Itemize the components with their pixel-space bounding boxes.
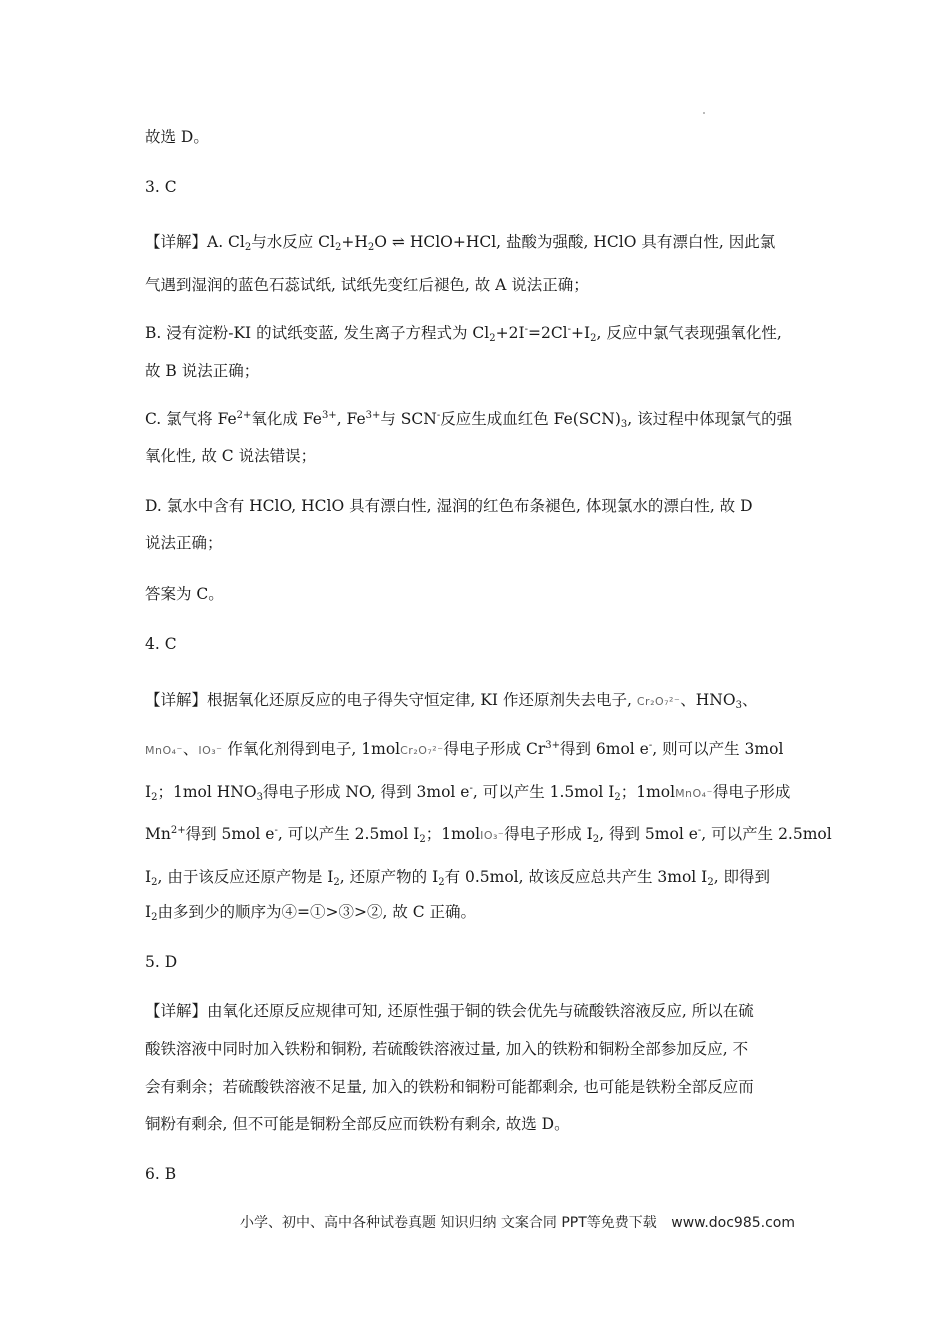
q4-line-3: $I_2$；1mol $HNO_3$得电子形成 NO, 得到 3mol e-, 可以产生 1.5mol $I_2$；1molMnO₄⁻得电子形成 [145, 783, 791, 803]
q4-line-4: $Mn^{2+}$得到 5mol e-, 可以产生 2.5mol $I_2$；1molIO₃⁻得电子形成 $I_2$, 得到 5mol e-, 可以产生 2.5mol [145, 825, 832, 845]
permanganate-formula-image: MnO₄⁻ [675, 787, 713, 800]
q3-line-6: 氧化性, 故 C 说法错误； [145, 447, 317, 465]
q3-answer: 答案为 C。 [145, 585, 224, 603]
q3-line-2: 气遇到湿润的蓝色石蕊试纸, 试纸先变红后褪色, 故 A 说法正确； [145, 276, 589, 294]
footer-text: 小学、初中、高中各种试卷真题 知识归纳 文案合同 PPT等免费下载 [240, 1215, 657, 1231]
answer-4: 4. C [145, 635, 177, 653]
answer-5: 5. D [145, 953, 178, 971]
q4-line-1: 【详解】根据氧化还原反应的电子得失守恒定律, KI 作还原剂失去电子, Cr₂O₇²⁻、$HNO_3$、 [145, 691, 758, 711]
page-footer [240, 1212, 795, 1232]
q5-line-4: 铜粉有剩余, 但不可能是铜粉全部反应而铁粉有剩余, 故选 D。 [145, 1115, 570, 1133]
answer-6: 6. B [145, 1165, 177, 1183]
dichromate-formula-image: Cr₂O₇²⁻ [400, 744, 444, 757]
q3-line-1: 【详解】A. $Cl_2$与水反应 $Cl_2+H_2O$ ⇌ HClO+HCl, 盐酸为强酸, HClO 具有漂白性, 因此氯 [145, 233, 776, 253]
iodate-formula-image: IO₃⁻ [480, 829, 505, 842]
q5-line-3: 会有剩余；若硫酸铁溶液不足量, 加入的铁粉和铜粉可能都剩余, 也可能是铁粉全部反应而 [145, 1078, 754, 1096]
q5-line-1: 【详解】由氧化还原反应规律可知, 还原性强于铜的铁会优先与硫酸铁溶液反应, 所以在硫 [145, 1002, 754, 1020]
q3-line-7: D. 氯水中含有 HClO, HClO 具有漂白性, 湿润的红色布条褪色, 体现氯水的漂白性, 故 D [145, 497, 753, 515]
iodate-formula-image: IO₃⁻ [198, 744, 223, 757]
q4-line-6: $I_2$由多到少的顺序为④=①>③>②, 故 C 正确。 [145, 903, 477, 923]
q5-line-2: 酸铁溶液中同时加入铁粉和铜粉, 若硫酸铁溶液过量, 加入的铁粉和铜粉全部参加反应, 不 [145, 1040, 749, 1058]
q4-line-2: MnO₄⁻、IO₃⁻ 作氧化剂得到电子, 1molCr₂O₇²⁻得电子形成 $Cr^{3+}$得到 6mol e-, 则可以产生 3mol [145, 740, 784, 758]
answer-3: 3. C [145, 178, 177, 196]
q4-line-5: $I_2$, 由于该反应还原产物是 $I_2$, 还原产物的 $I_2$有 0.5mol, 故该反应总共产生 3mol $I_2$, 即得到 [145, 868, 771, 888]
footer-url[interactable]: www.doc985.com [671, 1215, 795, 1231]
scan-speck [703, 112, 705, 114]
permanganate-formula-image: MnO₄⁻ [145, 744, 183, 757]
q3-line-4: 故 B 说法正确； [145, 362, 260, 380]
q3-line-8: 说法正确； [145, 534, 223, 552]
q3-line-3: B. 浸有淀粉-KI 的试纸变蓝, 发生离子方程式为 $Cl_2+2I^-=2Cl^-+I_2$, 反应中氯气表现强氧化性, [145, 324, 782, 344]
dichromate-formula-image: Cr₂O₇²⁻ [636, 695, 681, 708]
conclusion-line: 故选 D。 [145, 128, 209, 146]
q3-line-5: C. 氯气将 $Fe^{2+}$氧化成 $Fe^{3+}$, $Fe^{3+}$与 SCN-反应生成血红色 $Fe(SCN)_3$, 该过程中体现氯气的强 [145, 410, 793, 430]
